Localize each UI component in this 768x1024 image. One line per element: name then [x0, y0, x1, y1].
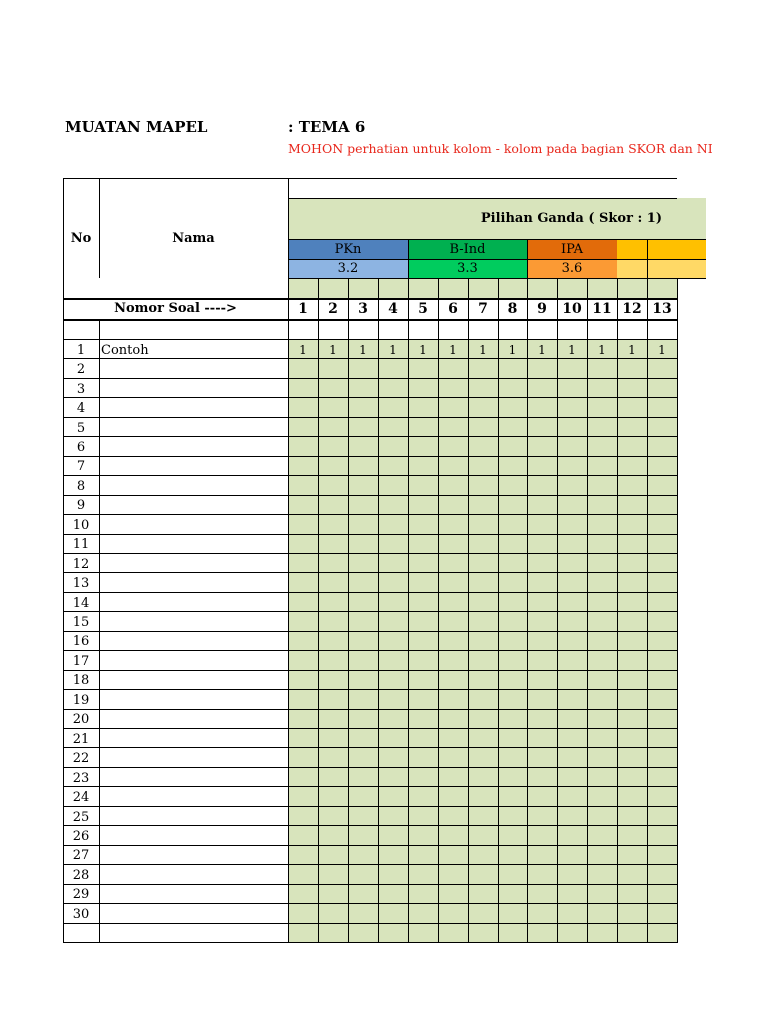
- row-line: [63, 378, 677, 379]
- score-cell[interactable]: 1: [658, 342, 666, 357]
- row-number: 3: [76, 381, 86, 397]
- row-number: 22: [72, 751, 90, 767]
- row-number: 21: [72, 731, 90, 747]
- question-number: 12: [622, 300, 642, 317]
- student-name-cell[interactable]: [101, 689, 288, 708]
- student-name-cell[interactable]: [101, 709, 288, 728]
- row-number: 16: [72, 634, 90, 650]
- row-number: 6: [76, 439, 86, 455]
- row-number: 10: [72, 517, 90, 533]
- question-col-line: [527, 278, 528, 943]
- student-name-cell[interactable]: [101, 456, 288, 475]
- row-number: 12: [72, 556, 90, 572]
- section-line: [288, 198, 677, 199]
- col-header-no: No: [70, 230, 92, 246]
- question-number: 9: [537, 300, 547, 317]
- row-line: [63, 650, 677, 651]
- row-number: 14: [72, 595, 90, 611]
- muatan-mapel-label: MUATAN MAPEL: [65, 118, 208, 136]
- row-number: 9: [76, 498, 86, 514]
- row-line: [63, 495, 677, 496]
- student-name-cell[interactable]: [101, 553, 288, 572]
- student-name-cell[interactable]: [101, 534, 288, 553]
- nama-col-line: [288, 178, 289, 943]
- row-number: 26: [72, 828, 90, 844]
- student-name-cell[interactable]: [101, 747, 288, 766]
- student-name-cell[interactable]: [101, 825, 288, 844]
- row-number: 2: [76, 362, 86, 378]
- row-line: [63, 747, 677, 748]
- row-line: [63, 417, 677, 418]
- student-name-cell[interactable]: [101, 417, 288, 436]
- row-line: [63, 806, 677, 807]
- row-number: 23: [72, 770, 90, 786]
- subject-line: [288, 278, 706, 279]
- row-line: [63, 923, 677, 924]
- question-col-line: [587, 278, 588, 943]
- subject-code-cell: 3.3: [408, 259, 527, 278]
- subject-line: [288, 259, 706, 260]
- row-number: 30: [72, 906, 90, 922]
- row-line: [63, 903, 677, 904]
- student-name-cell[interactable]: [101, 631, 288, 650]
- score-cell[interactable]: 1: [598, 342, 606, 357]
- row-line: [63, 728, 677, 729]
- question-number: 5: [418, 300, 428, 317]
- nomor-line: [63, 298, 677, 300]
- question-number: 13: [652, 300, 672, 317]
- subject-line: [288, 239, 706, 240]
- row-number: 27: [72, 848, 90, 864]
- score-cell[interactable]: 1: [419, 342, 427, 357]
- subject-code-cell: 3.6: [527, 259, 617, 278]
- question-number: 4: [388, 300, 398, 317]
- question-number: 8: [507, 300, 518, 317]
- row-number: 25: [72, 809, 90, 825]
- row-line: [63, 572, 677, 573]
- student-name-cell[interactable]: [101, 650, 288, 669]
- score-cell[interactable]: 1: [538, 342, 546, 357]
- row-line: [63, 709, 677, 710]
- row-number: 8: [76, 478, 86, 494]
- subject-code-cell: 3.2: [288, 259, 408, 278]
- row-line: [63, 767, 677, 768]
- row-line: [63, 397, 677, 398]
- student-name-cell[interactable]: [101, 611, 288, 630]
- question-number: 6: [448, 300, 458, 317]
- question-number: 3: [358, 300, 368, 317]
- row-number: 4: [76, 401, 86, 417]
- row-number: 24: [72, 790, 90, 806]
- student-name-cell[interactable]: [101, 884, 288, 903]
- row-line: [63, 553, 677, 554]
- row-line: [63, 825, 677, 826]
- question-col-line: [557, 278, 558, 943]
- row-line: [63, 689, 677, 690]
- spacer-bg: [288, 278, 677, 298]
- row-number: 29: [72, 887, 90, 903]
- score-cell[interactable]: 1: [628, 342, 636, 357]
- student-name-cell[interactable]: [101, 378, 288, 397]
- row-number: 17: [72, 653, 90, 669]
- row-number: 15: [72, 615, 90, 631]
- score-cell[interactable]: 1: [299, 342, 307, 357]
- score-cell[interactable]: 1: [329, 342, 337, 357]
- col-header-nama: Nama: [172, 230, 215, 246]
- answer-grid-bg: [288, 339, 677, 942]
- score-cell[interactable]: 1: [479, 342, 487, 357]
- score-cell[interactable]: 1: [389, 342, 397, 357]
- row-line: [63, 786, 677, 787]
- subject-name-cell: IPA: [527, 239, 617, 259]
- subject-name-cell: PKn: [288, 239, 408, 259]
- score-cell[interactable]: 1: [568, 342, 576, 357]
- row-line: [63, 864, 677, 865]
- question-col-line: [677, 278, 678, 943]
- question-col-line: [617, 278, 618, 943]
- row-line: [63, 884, 677, 885]
- row-number: 11: [72, 537, 90, 553]
- student-name-cell[interactable]: [101, 514, 288, 533]
- row-number: 13: [72, 576, 90, 592]
- row-line: [63, 358, 677, 359]
- question-col-line: [438, 278, 439, 943]
- student-name-cell[interactable]: [101, 397, 288, 416]
- question-col-line: [647, 278, 648, 943]
- student-name-cell[interactable]: [101, 495, 288, 514]
- score-cell[interactable]: 1: [359, 342, 367, 357]
- section-title: Pilihan Ganda ( Skor : 1): [480, 211, 662, 226]
- nomor-line: [63, 319, 677, 321]
- subject-separator: [408, 239, 409, 278]
- row-number: 19: [72, 692, 90, 708]
- subject-separator: [527, 239, 528, 278]
- no-col-line: [99, 319, 100, 943]
- student-name-cell[interactable]: [101, 806, 288, 825]
- student-name-cell[interactable]: [101, 475, 288, 494]
- row-number: 28: [72, 867, 90, 883]
- student-name-cell[interactable]: [101, 670, 288, 689]
- student-name-cell[interactable]: [101, 572, 288, 591]
- question-number: 1: [298, 300, 308, 317]
- row-line: [63, 592, 677, 593]
- row-line: [63, 456, 677, 457]
- subject-name-cell: B-Ind: [408, 239, 527, 259]
- question-number: 10: [562, 300, 582, 317]
- subject-name-cell: [617, 239, 706, 259]
- row-line: [63, 339, 677, 340]
- table-left-border: [63, 178, 64, 943]
- row-line: [63, 845, 677, 846]
- row-line: [63, 534, 677, 535]
- score-cell[interactable]: 1: [449, 342, 457, 357]
- student-name-cell[interactable]: [101, 358, 288, 377]
- row-line: [63, 611, 677, 612]
- student-name-cell[interactable]: [101, 728, 288, 747]
- row-line: [63, 514, 677, 515]
- notice-text: MOHON perhatian untuk kolom - kolom pada bagian SKOR dan NI: [288, 141, 713, 156]
- student-name-cell[interactable]: [101, 767, 288, 786]
- row-line: [63, 475, 677, 476]
- question-col-line: [378, 278, 379, 943]
- question-number: 2: [328, 300, 338, 317]
- student-name-cell[interactable]: Contoh: [101, 342, 149, 358]
- subject-code-cell: [617, 259, 706, 278]
- nomor-soal-label: Nomor Soal ---->: [114, 301, 237, 316]
- score-cell[interactable]: 1: [508, 342, 517, 357]
- question-col-line: [348, 278, 349, 943]
- student-name-cell[interactable]: [101, 592, 288, 611]
- student-name-cell[interactable]: [101, 786, 288, 805]
- no-col-line: [99, 178, 100, 278]
- question-number: 11: [592, 300, 612, 317]
- question-col-line: [408, 278, 409, 943]
- row-line: [63, 670, 677, 671]
- row-line: [63, 631, 677, 632]
- student-name-cell[interactable]: [101, 903, 288, 922]
- table-top-border: [63, 178, 677, 179]
- table-bottom-border: [63, 942, 677, 943]
- student-name-cell[interactable]: [101, 845, 288, 864]
- question-col-line: [468, 278, 469, 943]
- student-name-cell[interactable]: [101, 436, 288, 455]
- question-col-line: [498, 278, 499, 943]
- tema-value: : TEMA 6: [288, 118, 366, 136]
- row-number: 18: [72, 673, 90, 689]
- row-number: 20: [72, 712, 90, 728]
- row-number: 7: [76, 459, 86, 475]
- row-number: 5: [76, 420, 86, 436]
- subject-separator: [647, 239, 648, 278]
- row-line: [63, 436, 677, 437]
- row-number: 1: [76, 342, 86, 358]
- student-name-cell[interactable]: [101, 864, 288, 883]
- question-number: 7: [478, 300, 488, 317]
- question-col-line: [318, 278, 319, 943]
